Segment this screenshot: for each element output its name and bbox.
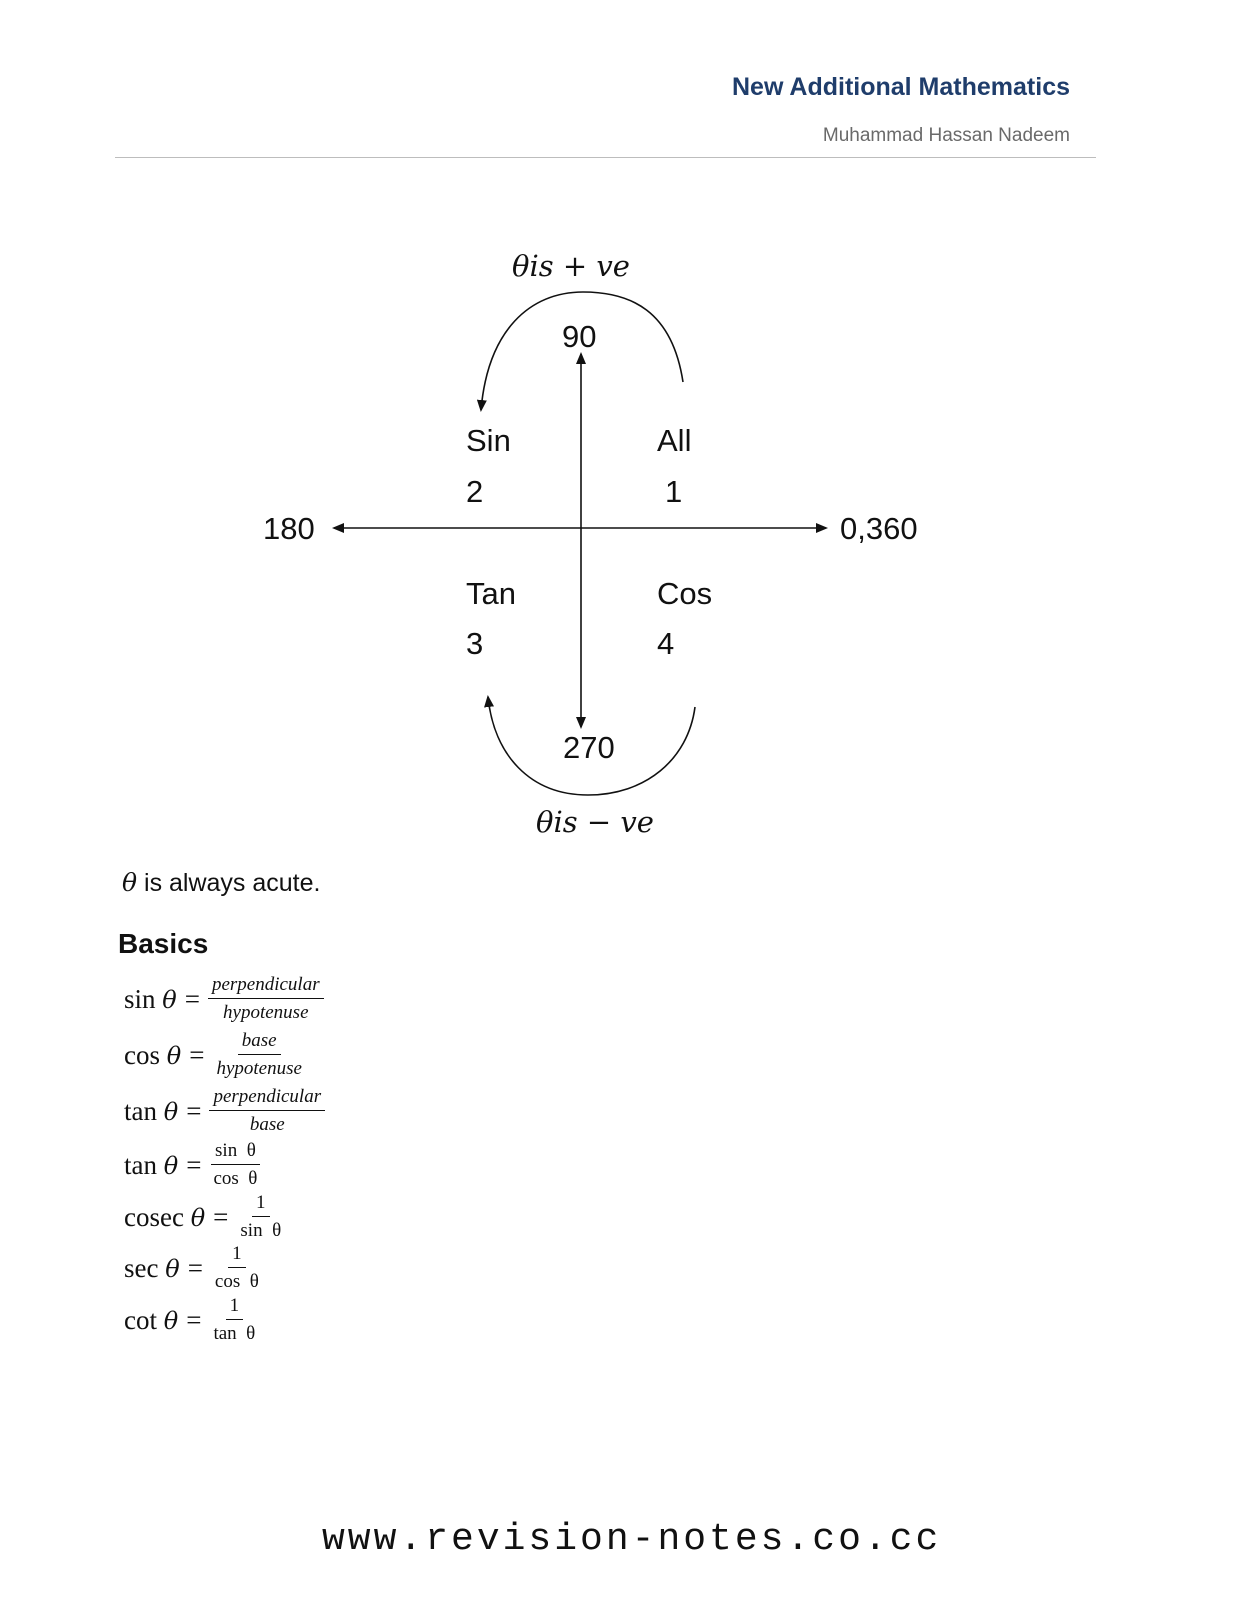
- formula-function: cosec: [124, 1201, 191, 1232]
- formula-function: cos: [124, 1039, 167, 1070]
- quadrant-3-number: 3: [466, 626, 484, 661]
- quadrant-1-number: 1: [665, 474, 683, 509]
- formula-cosec: cosec θ = $\frac{1}{\text{sin θ}}$: [124, 1192, 285, 1242]
- formula-tan: tan θ = $\frac{\text{perpendicular}}{\text{base}}$: [124, 1086, 325, 1136]
- formula-denominator: base: [249, 1114, 285, 1135]
- formula-numerator: 1: [228, 1243, 246, 1268]
- formula-numerator: base: [238, 1030, 281, 1055]
- formula-numerator: perpendicular: [208, 974, 324, 999]
- formula-variable: θ: [163, 1151, 179, 1180]
- document-title: New Additional Mathematics: [731, 73, 1070, 101]
- formula-variable: θ: [163, 1306, 179, 1335]
- angle-90-label: 90: [562, 319, 597, 354]
- quadrant-4-number: 4: [657, 626, 675, 661]
- formula-denominator: sin θ: [240, 1220, 282, 1241]
- formula-function: tan: [124, 1149, 164, 1180]
- basics-heading: Basics: [118, 928, 209, 959]
- angle-180-label: 180: [263, 511, 315, 546]
- acute-note-text: is always acute.: [137, 869, 321, 897]
- formula-function: tan: [124, 1095, 164, 1126]
- quadrant-2-number: 2: [466, 474, 484, 509]
- formula-variable: θ: [162, 985, 177, 1014]
- angle-270-label: 270: [563, 730, 615, 765]
- theta-symbol: θ: [122, 868, 138, 897]
- formula-sec: sec θ = $\frac{1}{\text{cos θ}}$: [124, 1243, 263, 1293]
- formula-denominator: tan θ: [213, 1323, 256, 1344]
- angle-0-360-label: 0,360: [840, 511, 918, 546]
- formula-cos: cos θ = $\frac{\text{base}}{\text{hypotenuse}}$: [124, 1030, 306, 1080]
- formula-function: sin: [124, 983, 163, 1014]
- formula-variable: θ: [190, 1203, 206, 1232]
- negative-rotation-label: θis − ve: [536, 805, 654, 839]
- formula-denominator: hypotenuse: [223, 1002, 309, 1023]
- quadrant-2-name: Sin: [466, 423, 511, 458]
- formula-function: sec: [124, 1252, 166, 1283]
- formula-denominator: cos θ: [214, 1271, 259, 1292]
- quadrant-1-name: All: [657, 423, 692, 458]
- formula-variable: θ: [165, 1254, 180, 1283]
- formula-numerator: perpendicular: [209, 1086, 325, 1111]
- quadrant-3-name: Tan: [466, 576, 516, 611]
- quadrant-4-name: Cos: [657, 576, 713, 611]
- acute-note: [122, 868, 320, 898]
- formula-cot: cot θ = $\frac{1}{\text{tan θ}}$: [124, 1295, 259, 1345]
- formula-numerator: 1: [252, 1192, 270, 1217]
- formula-variable: θ: [163, 1097, 179, 1126]
- formula-function: cot: [124, 1304, 164, 1335]
- formula-numerator: sin θ: [211, 1140, 260, 1165]
- formula-sin: sin θ = $\frac{\text{perpendicular}}{\text{hypotenuse}}$: [124, 974, 324, 1024]
- formula-numerator: 1: [226, 1295, 244, 1320]
- formula-denominator: cos θ: [213, 1168, 258, 1189]
- author-name: Muhammad Hassan Nadeem: [822, 125, 1070, 146]
- footer-url: www.revision-notes.co.cc: [322, 1518, 942, 1561]
- formula-denominator: hypotenuse: [216, 1058, 302, 1079]
- formula-variable: θ: [166, 1041, 182, 1070]
- positive-rotation-label: θis + ve: [512, 249, 630, 283]
- formula-tan-ratio: tan θ = $\frac{\text{sin θ}}{\text{cos θ}}$: [124, 1140, 261, 1190]
